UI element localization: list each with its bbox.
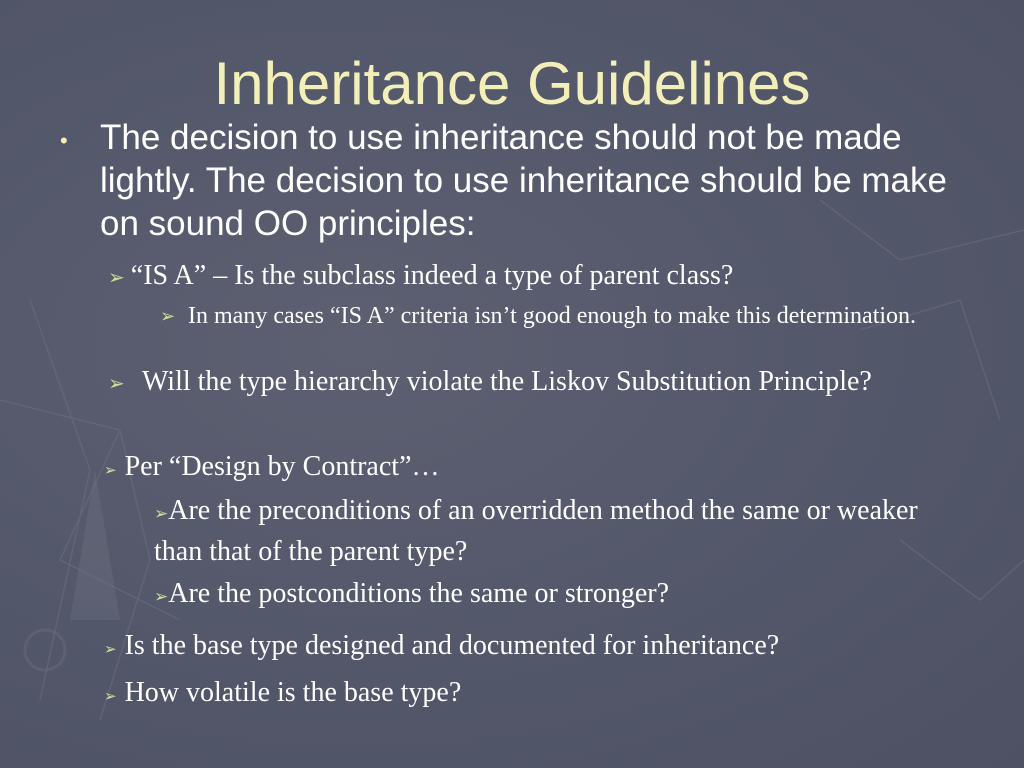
bullet-base-designed-text: Is the base type designed and documented for inheritance? [124,630,780,661]
arrowhead-right-icon: ➢ [154,587,169,606]
arrowhead-right-icon: ➢ [108,267,125,289]
bullet-preconditions [154,492,954,571]
arrowhead-right-icon: ➢ [104,689,117,705]
intro-bullet: The decision to use inheritance should not be made lightly. The decision to use inheritance should be make on sound OO principles: [100,118,947,243]
arrowhead-right-icon: ➢ [160,306,176,326]
bullet-contract [104,449,440,489]
bullet-is-a [108,258,733,296]
bullet-postconditions-text: Are the postconditions the same or stronger? [168,578,670,609]
bullet-is-a-text: “IS A” – Is the subclass indeed a type of parent class? [130,260,734,291]
bullet-is-a-note [160,301,918,332]
bullet-liskov [108,364,932,400]
arrowhead-right-icon: ➢ [108,373,125,395]
slide-title: Inheritance Guidelines [213,50,811,117]
arrowhead-right-icon: ➢ [154,504,169,523]
arrowhead-right-icon: ➢ [104,463,117,479]
bullet-dot-icon: • [60,128,68,153]
bullet-contract-text: Per “Design by Contract”… [124,451,440,482]
bullet-liskov-text: Will the type hierarchy violate the Liskov Substitution Principle? [142,366,872,397]
arrowhead-right-icon: ➢ [104,642,117,658]
bullet-postconditions [154,575,669,616]
bullet-volatile [104,675,461,715]
bullet-preconditions-text: Are the preconditions of an overridden method the same or weaker than that of the parent type? [154,495,918,567]
bullet-volatile-text: How volatile is the base type? [124,677,462,708]
bullet-base-designed [104,628,779,668]
bullet-is-a-note-text: In many cases “IS A” criteria isn’t good enough to make this determination. [188,303,917,329]
